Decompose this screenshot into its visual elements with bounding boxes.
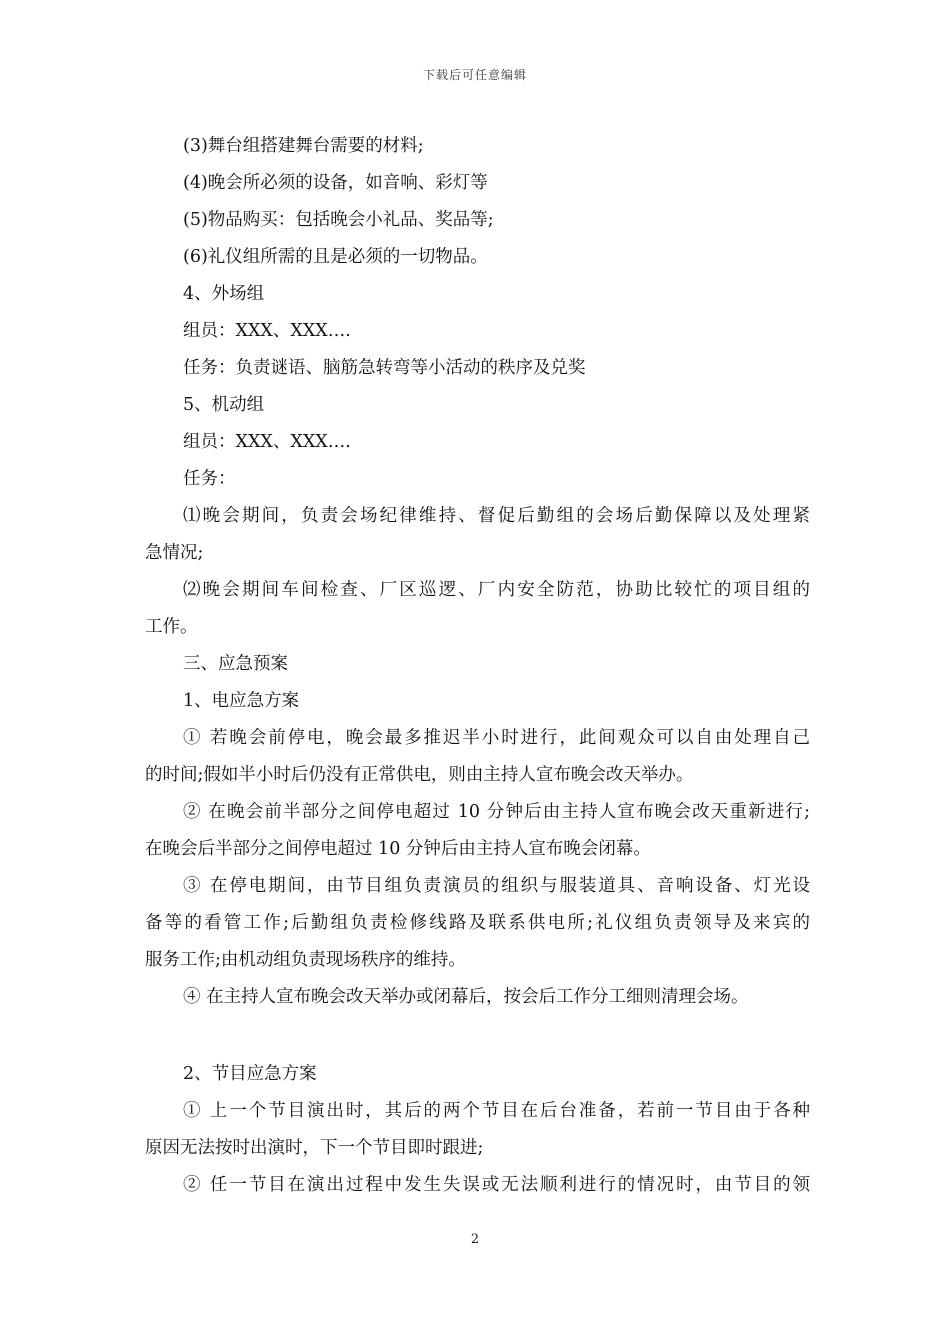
paragraph-line: (3)舞台组搭建舞台需要的材料;	[183, 136, 424, 156]
paragraph-line: 在晚会后半部分之间停电超过 10 分钟后由主持人宣布晚会闭幕。	[145, 839, 651, 859]
paragraph-line: ⑴晚会期间，负责会场纪律维持、督促后勤组的会场后勤保障以及处理紧	[183, 506, 810, 526]
section-heading: 三、应急预案	[183, 654, 288, 674]
section-heading: 4、外场组	[183, 284, 265, 304]
document-body	[145, 128, 810, 1204]
section-heading: 2、节目应急方案	[183, 1064, 317, 1084]
paragraph-line: ① 若晚会前停电，晚会最多推迟半小时进行，此间观众可以自由处理自己	[183, 728, 810, 748]
paragraph-line: 备等的看管工作;后勤组负责检修线路及联系供电所;礼仪组负责领导及来宾的	[145, 913, 810, 933]
section-heading: 1、电应急方案	[183, 691, 300, 711]
paragraph-line: 服务工作;由机动组负责现场秩序的维持。	[145, 950, 466, 970]
paragraph-line: 的时间;假如半小时后仍没有正常供电，则由主持人宣布晚会改天举办。	[145, 765, 694, 785]
paragraph-line: ④ 在主持人宣布晚会改天举办或闭幕后，按会后工作分工细则清理会场。	[183, 987, 749, 1007]
page-number: 2	[470, 1232, 480, 1247]
paragraph-line: 急情况;	[145, 543, 204, 563]
paragraph-line: (6)礼仪组所需的且是必须的一切物品。	[183, 247, 488, 267]
paragraph-line: ① 上一个节目演出时，其后的两个节目在后台准备，若前一节目由于各种	[183, 1101, 810, 1121]
page-header: 下载后可任意编辑	[422, 68, 527, 82]
paragraph-line: 任务：	[183, 469, 236, 489]
paragraph-line: ② 任一节目在演出过程中发生失误或无法顺利进行的情况时，由节目的领	[183, 1175, 810, 1195]
paragraph-line: (4)晚会所必须的设备，如音响、彩灯等	[183, 173, 488, 193]
paragraph-line: 任务：负责谜语、脑筋急转弯等小活动的秩序及兑奖	[183, 358, 586, 378]
blank-line	[145, 1016, 810, 1056]
paragraph-line: 组员：XXX、XXX….	[183, 432, 351, 452]
paragraph-line: (5)物品购买：包括晚会小礼品、奖品等;	[183, 210, 494, 230]
paragraph-line: 工作。	[145, 617, 198, 637]
section-heading: 5、机动组	[183, 395, 265, 415]
paragraph-line: ② 在晚会前半部分之间停电超过 10 分钟后由主持人宣布晚会改天重新进行;	[183, 802, 810, 822]
paragraph-line: ③ 在停电期间，由节目组负责演员的组织与服装道具、音响设备、灯光设	[183, 876, 810, 896]
paragraph-line: ⑵晚会期间车间检查、厂区巡逻、厂内安全防范，协助比较忙的项目组的	[183, 580, 810, 600]
paragraph-line: 组员：XXX、XXX….	[183, 321, 351, 341]
paragraph-line: 原因无法按时出演时，下一个节目即时跟进;	[145, 1138, 484, 1158]
